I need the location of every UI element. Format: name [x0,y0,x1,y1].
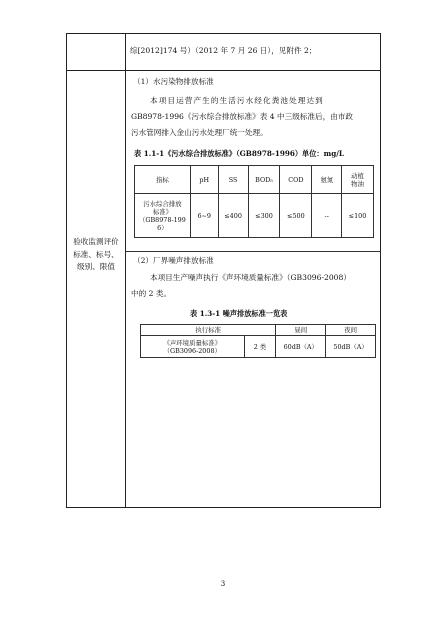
row-label-cell [141,336,245,358]
water-para-line: 本项目运营产生的生活污水经化粪池处理达到 [150,96,324,105]
left-label-line: 标准、标号、 [73,249,119,259]
header-cell: 指标 [135,166,191,194]
class-cell: 2 类 [244,336,276,358]
left-label [70,236,122,274]
water-standard-table [134,165,374,238]
table-header-row [135,166,374,194]
table-header-row [141,325,376,336]
value-cell: ≤500 [280,194,312,238]
header-cell: COD [280,166,312,194]
row-label-line: 《声环境质量标准》 [163,338,222,347]
header-cell: pH [190,166,218,194]
header-cell: 夜间 [326,325,376,336]
header-cell: 氨氮 [312,166,342,194]
day-limit-cell: 60dB（A） [276,336,326,358]
row-label-line: （GB8978-199 [138,215,186,224]
water-heading: （1）水污染物排放标准 [133,77,214,86]
page-number: 3 [220,580,226,588]
value-cell: ≤100 [342,194,374,238]
night-limit-cell: 50dB（A） [326,336,376,358]
table-row [141,336,376,358]
water-para-line: 污水管网排入金山污水处理厂统一处理。 [131,128,268,137]
table-row [135,194,374,238]
top-row-text: 综[2012]174 号）（2012 年 7 月 26 日），见附件 2； [130,46,317,55]
header-line: 动植 [351,171,364,180]
value-cell: 6~9 [190,194,218,238]
value-cell: ≤400 [218,194,248,238]
left-label-line: 级别、限值 [77,262,115,271]
water-table-caption: 表 1.1-1《污水综合排放标准》（GB8978-1996）单位：mg/L [134,149,344,158]
header-cell: 执行标准 [141,325,276,336]
row-label-line: （GB3096-2008） [163,346,221,355]
row-label-cell [135,194,191,238]
value-cell: -- [312,194,342,238]
noise-heading: （2）厂界噪声排放标准 [133,256,214,265]
noise-para-line: 中的 2 类。 [131,289,172,298]
noise-para-line: 本项目生产噪声执行《声环境质量标准》（GB3096-2008） [150,273,351,282]
value-cell: ≤300 [248,194,280,238]
header-cell [342,166,374,194]
noise-standard-table [140,324,376,358]
header-cell: 昼间 [276,325,326,336]
header-line: 物油 [351,179,364,188]
row-label-line: 标准》 [152,207,172,216]
row-label-line: 6） [157,223,168,232]
header-cell: BOD₅ [248,166,280,194]
section-divider [126,251,381,252]
header-cell: SS [218,166,248,194]
water-para-line: GB8978-1996《污水综合排放标准》表 4 中三级标准后，由市政 [131,112,353,121]
row-label-line: 污水综合排放 [143,199,182,208]
column-divider [125,33,126,508]
left-label-line: 验收监测评价 [73,237,119,246]
noise-table-caption: 表 1.3-1 噪声排放标准一览表 [190,309,288,318]
